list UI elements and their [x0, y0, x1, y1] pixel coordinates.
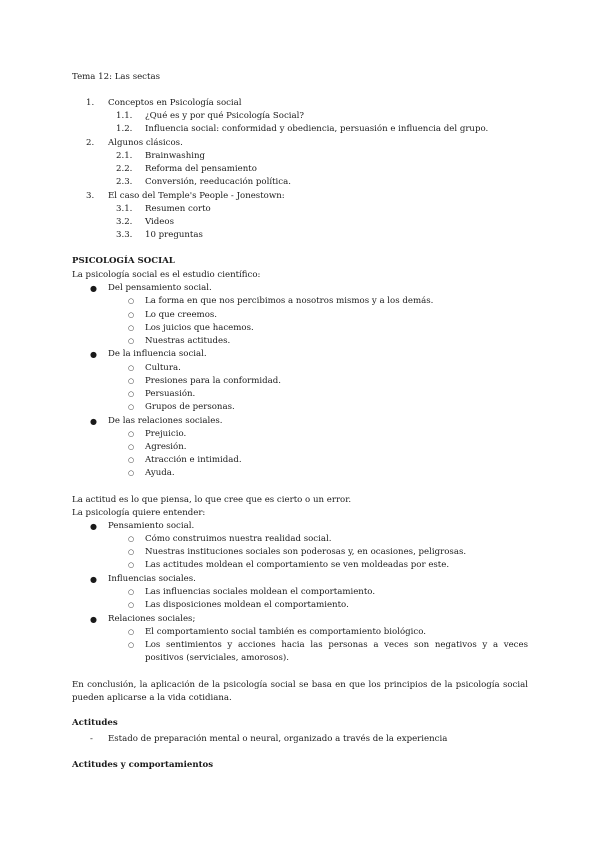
sub-bullet-item: Agresión. [145, 442, 187, 452]
sub-bullet-item: Presiones para la conformidad. [145, 376, 282, 386]
bullet-icon: ● [90, 284, 97, 293]
outline-subitem: Resumen corto [145, 204, 211, 214]
outline-number: 2. [86, 138, 95, 148]
bullet-item: Del pensamiento social. [108, 283, 212, 293]
circle-bullet-icon: ○ [128, 535, 135, 543]
circle-bullet-icon: ○ [128, 311, 135, 319]
section-heading: PSICOLOGÍA SOCIAL [72, 256, 175, 266]
sub-bullet-item: Las disposiciones moldean el comportamiento. [145, 600, 349, 610]
sub-bullet-item: Persuasión. [145, 389, 196, 399]
bullet-icon: ● [90, 417, 97, 426]
document-title: Tema 12: Las sectas [72, 72, 160, 82]
bullet-icon: ● [90, 350, 97, 359]
outline-number: 1.1. [116, 111, 133, 121]
outline-subitem: ¿Qué es y por qué Psicología Social? [145, 111, 305, 121]
circle-bullet-icon: ○ [128, 443, 135, 451]
outline-number: 3.2. [116, 217, 133, 227]
bullet-item: Influencias sociales. [108, 574, 196, 584]
circle-bullet-icon: ○ [128, 377, 135, 385]
outline-subitem: Brainwashing [145, 151, 206, 161]
bullet-icon: ● [90, 615, 97, 624]
sub-bullet-item: Las influencias sociales moldean el comportamiento. [145, 587, 376, 597]
circle-bullet-icon: ○ [128, 456, 135, 464]
outline-subitem: Conversión, reeducación política. [145, 177, 291, 187]
circle-bullet-icon: ○ [128, 561, 135, 569]
dash-item: Estado de preparación mental o neural, organizado a través de la experiencia [108, 734, 448, 744]
sub-bullet-item: La forma en que nos percibimos a nosotros mismos y a los demás. [145, 296, 434, 306]
circle-bullet-icon: ○ [128, 364, 135, 372]
outline-item: El caso del Temple's People - Jonestown: [108, 191, 285, 201]
bullet-item: De la influencia social. [108, 349, 207, 359]
outline-subitem: Reforma del pensamiento [145, 164, 257, 174]
outline-item: Conceptos en Psicología social [108, 98, 242, 108]
bullet-item: Relaciones sociales; [108, 614, 196, 624]
outline-subitem: 10 preguntas [145, 230, 203, 240]
conclusion-paragraph: En conclusión, la aplicación de la psicología social se basa en que los principios de la psicología social pueden aplicarse a la vida cotidiana. [72, 680, 528, 703]
circle-bullet-icon: ○ [128, 641, 135, 649]
sub-bullet-item: Los juicios que hacemos. [145, 323, 254, 333]
sub-bullet-item: Los sentimientos y acciones hacia las personas a veces son negativos y a veces positivos (serviciales, amorosos). [145, 640, 528, 663]
circle-bullet-icon: ○ [128, 337, 135, 345]
sub-bullet-item: Nuestras actitudes. [145, 336, 231, 346]
sub-bullet-item: Grupos de personas. [145, 402, 235, 412]
sub-bullet-item: Lo que creemos. [145, 310, 218, 320]
circle-bullet-icon: ○ [128, 469, 135, 477]
sub-bullet-item: Atracción e intimidad. [145, 455, 242, 465]
sub-bullet-item: Las actitudes moldean el comportamiento se ven moldeadas por este. [145, 560, 450, 570]
bullet-item: De las relaciones sociales. [108, 416, 223, 426]
outline-number: 2.2. [116, 164, 133, 174]
outline-number: 1.2. [116, 124, 133, 134]
circle-bullet-icon: ○ [128, 548, 135, 556]
outline-subitem: Videos [145, 217, 174, 227]
dash-icon: - [90, 734, 93, 744]
outline-number: 3.1. [116, 204, 133, 214]
bullet-item: Pensamiento social. [108, 521, 195, 531]
sub-bullet-item: El comportamiento social también es comportamiento biológico. [145, 627, 426, 637]
outline-number: 2.1. [116, 151, 133, 161]
paragraph-text: La psicología quiere entender: [72, 508, 206, 518]
circle-bullet-icon: ○ [128, 601, 135, 609]
sub-bullet-item: Cultura. [145, 363, 181, 373]
bullet-icon: ● [90, 575, 97, 584]
outline-number: 3.3. [116, 230, 133, 240]
bullet-icon: ● [90, 522, 97, 531]
section-heading: Actitudes [72, 718, 118, 728]
circle-bullet-icon: ○ [128, 628, 135, 636]
circle-bullet-icon: ○ [128, 403, 135, 411]
sub-bullet-item: Nuestras instituciones sociales son poderosas y, en ocasiones, peligrosas. [145, 547, 467, 557]
outline-number: 1. [86, 98, 95, 108]
circle-bullet-icon: ○ [128, 430, 135, 438]
section-heading: Actitudes y comportamientos [72, 760, 214, 770]
outline-number: 3. [86, 191, 95, 201]
paragraph-text: La actitud es lo que piensa, lo que cree que es cierto o un error. [72, 495, 352, 505]
circle-bullet-icon: ○ [128, 297, 135, 305]
circle-bullet-icon: ○ [128, 324, 135, 332]
outline-subitem: Influencia social: conformidad y obediencia, persuasión e influencia del grupo. [145, 124, 489, 134]
sub-bullet-item: Ayuda. [145, 468, 175, 478]
sub-bullet-item: Cómo construimos nuestra realidad social. [145, 534, 332, 544]
circle-bullet-icon: ○ [128, 588, 135, 596]
outline-item: Algunos clásicos. [108, 138, 183, 148]
intro-text: La psicología social es el estudio científico: [72, 270, 261, 280]
outline-number: 2.3. [116, 177, 133, 187]
sub-bullet-item: Prejuicio. [145, 429, 187, 439]
circle-bullet-icon: ○ [128, 390, 135, 398]
